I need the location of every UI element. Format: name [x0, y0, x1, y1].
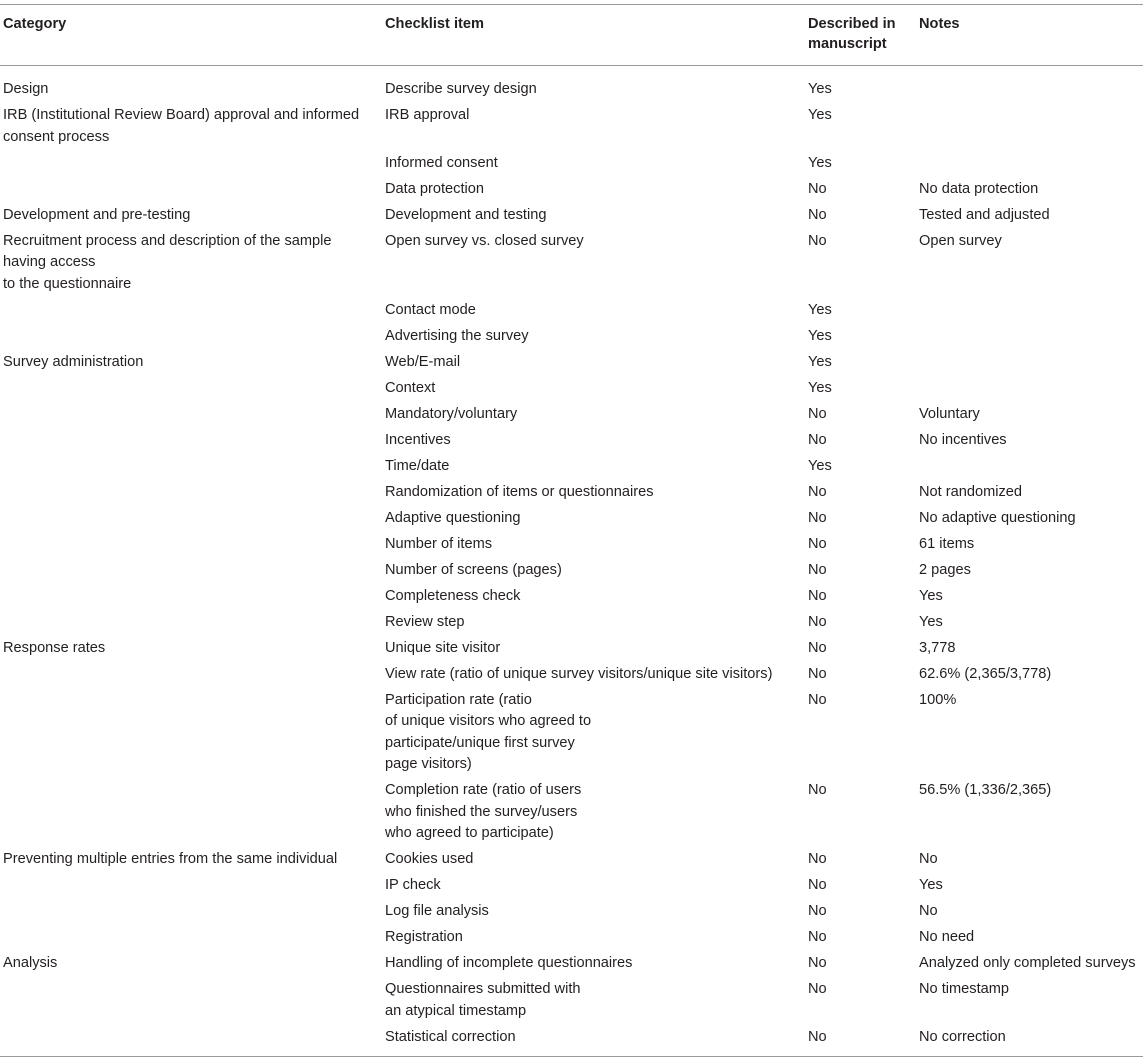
table-row	[0, 532, 1143, 558]
cell-category	[0, 324, 382, 350]
cell-described: No	[808, 535, 827, 552]
table-row	[0, 506, 1143, 532]
cell-checklist-item: Statistical correction	[385, 1028, 516, 1045]
cell-described: No	[808, 232, 827, 249]
cell-checklist-item: Completion rate (ratio of users who finished the survey/users who agreed to participate)	[385, 782, 582, 841]
cell-checklist-item: Adaptive questioning	[385, 509, 521, 526]
header-row	[0, 5, 1143, 66]
cell-category	[0, 977, 382, 1025]
cell-notes: No timestamp	[919, 981, 1010, 997]
cell-category	[0, 899, 382, 925]
cell-checklist-item: Open survey vs. closed survey	[385, 232, 584, 249]
cell-category	[0, 177, 382, 203]
cell-checklist-item: Time/date	[385, 457, 450, 474]
cell-notes: Yes	[919, 587, 943, 604]
table-row	[0, 636, 1143, 662]
cell-described: Yes	[808, 301, 832, 318]
cell-described: No	[808, 851, 827, 867]
cell-described: Yes	[808, 154, 832, 171]
table-row	[0, 376, 1143, 402]
cell-checklist-item: Contact mode	[385, 301, 476, 318]
cell-notes: No correction	[919, 1028, 1006, 1045]
cell-notes: No adaptive questioning	[919, 509, 1076, 526]
table-row	[0, 103, 1143, 151]
cell-checklist-item: Development and testing	[385, 206, 547, 223]
table-row	[0, 951, 1143, 977]
table-row	[0, 151, 1143, 177]
cell-category: Design	[3, 81, 49, 97]
cell-checklist-item: Registration	[385, 929, 463, 945]
cell-described: No	[808, 561, 827, 578]
table-row	[0, 177, 1143, 203]
cell-checklist-item: Review step	[385, 613, 465, 630]
cell-described: No	[808, 955, 827, 971]
cell-notes	[916, 454, 1143, 480]
cell-category: Recruitment process and description of the sample having access to the questionnaire	[3, 232, 332, 292]
cell-category	[0, 662, 382, 688]
cell-described: No	[808, 405, 827, 422]
cell-notes: No	[919, 903, 938, 919]
table-row	[0, 480, 1143, 506]
cell-described: No	[808, 509, 827, 526]
cell-checklist-item: Incentives	[385, 431, 451, 448]
cell-notes: 62.6% (2,365/3,778)	[919, 665, 1052, 682]
table-row	[0, 688, 1143, 779]
cell-category	[0, 454, 382, 480]
cell-notes	[916, 324, 1143, 350]
cell-checklist-item: IRB approval	[385, 107, 470, 123]
table-row	[0, 66, 1143, 104]
cell-category	[0, 610, 382, 636]
cell-category: Analysis	[3, 955, 58, 971]
header-category: Category	[3, 16, 67, 32]
cell-checklist-item: View rate (ratio of unique survey visitors/unique site visitors)	[385, 665, 773, 682]
cell-category: Response rates	[3, 639, 106, 656]
cell-described: No	[808, 665, 827, 682]
cell-category	[0, 873, 382, 899]
cell-category: Preventing multiple entries from the same individual	[3, 851, 338, 867]
cell-described: No	[808, 929, 827, 945]
cell-described: No	[808, 903, 827, 919]
cell-checklist-item: Number of items	[385, 535, 493, 552]
cell-notes: 2 pages	[919, 561, 971, 578]
table-row	[0, 584, 1143, 610]
cell-checklist-item: Completeness check	[385, 587, 521, 604]
table-row	[0, 847, 1143, 873]
cell-notes	[916, 350, 1143, 376]
cell-checklist-item: Describe survey design	[385, 81, 537, 97]
cell-described: No	[808, 691, 827, 708]
cell-described: Yes	[808, 457, 832, 474]
table-row	[0, 350, 1143, 376]
cell-notes: Analyzed only completed surveys	[919, 955, 1136, 971]
cell-checklist-item: Cookies used	[385, 851, 474, 867]
cell-checklist-item: Questionnaires submitted with an atypical timestamp	[385, 981, 581, 1019]
cell-notes	[916, 151, 1143, 177]
table-row	[0, 229, 1143, 298]
cell-described: No	[808, 483, 827, 500]
table-body	[0, 66, 1143, 1057]
cell-category: Development and pre-testing	[3, 206, 191, 223]
cell-notes: 3,778	[919, 639, 956, 656]
cell-category	[0, 1025, 382, 1057]
cell-checklist-item: Handling of incomplete questionnaires	[385, 955, 633, 971]
cell-notes	[916, 376, 1143, 402]
cell-notes: No need	[919, 929, 975, 945]
cell-category	[0, 506, 382, 532]
cell-checklist-item: Log file analysis	[385, 903, 489, 919]
cell-described: No	[808, 613, 827, 630]
table-row	[0, 1025, 1143, 1057]
cell-checklist-item: Data protection	[385, 180, 484, 197]
cell-notes: Not randomized	[919, 483, 1023, 500]
header-checklist-item: Checklist item	[385, 16, 484, 32]
cell-category	[0, 584, 382, 610]
cell-checklist-item: Context	[385, 379, 436, 396]
cell-described: Yes	[808, 327, 832, 344]
cell-category	[0, 925, 382, 951]
cell-category	[0, 480, 382, 506]
table-row	[0, 402, 1143, 428]
table-row	[0, 873, 1143, 899]
table-row	[0, 778, 1143, 847]
cell-category	[0, 298, 382, 324]
cell-category	[0, 778, 382, 847]
cell-described: No	[808, 877, 827, 893]
table-row	[0, 203, 1143, 229]
cell-category	[0, 532, 382, 558]
cell-notes	[916, 103, 1143, 151]
table-row	[0, 558, 1143, 584]
table-row	[0, 977, 1143, 1025]
cell-described: Yes	[808, 379, 832, 396]
cell-notes	[916, 66, 1143, 104]
cell-notes: 56.5% (1,336/2,365)	[919, 782, 1052, 798]
cell-notes: Yes	[919, 613, 943, 630]
cell-category	[0, 558, 382, 584]
cell-described: No	[808, 587, 827, 604]
cell-checklist-item: Advertising the survey	[385, 327, 529, 344]
cell-checklist-item: Web/E-mail	[385, 353, 461, 370]
cell-notes: No data protection	[919, 180, 1039, 197]
cell-described: No	[808, 782, 827, 798]
cell-notes: No	[919, 851, 938, 867]
cell-category	[0, 688, 382, 779]
cell-described: No	[808, 180, 827, 197]
table-row	[0, 454, 1143, 480]
cell-notes: No incentives	[919, 431, 1007, 448]
table-row	[0, 428, 1143, 454]
header-notes: Notes	[919, 16, 960, 32]
cell-category	[0, 376, 382, 402]
cell-category	[0, 428, 382, 454]
table-header	[0, 5, 1143, 66]
cell-described: No	[808, 431, 827, 448]
table-row	[0, 298, 1143, 324]
cell-described: No	[808, 206, 827, 223]
cell-checklist-item: Mandatory/voluntary	[385, 405, 518, 422]
cell-described: No	[808, 639, 827, 656]
cell-checklist-item: IP check	[385, 877, 441, 893]
cell-checklist-item: Randomization of items or questionnaires	[385, 483, 654, 500]
header-described: Described in manuscript	[808, 16, 896, 52]
cell-checklist-item: Participation rate (ratio of unique visitors who agreed to participate/unique first survey page visitors)	[385, 691, 592, 772]
cell-described: No	[808, 981, 827, 997]
cell-checklist-item: Informed consent	[385, 154, 498, 171]
table-row	[0, 899, 1143, 925]
cell-checklist-item: Unique site visitor	[385, 639, 501, 656]
cell-described: Yes	[808, 353, 832, 370]
cell-category: Survey administration	[3, 353, 144, 370]
checklist-table	[0, 4, 1143, 1057]
cell-described: Yes	[808, 81, 832, 97]
table-row	[0, 610, 1143, 636]
cell-described: Yes	[808, 107, 832, 123]
cell-notes	[916, 298, 1143, 324]
cell-category: IRB (Institutional Review Board) approval and informed consent process	[3, 107, 360, 145]
cell-notes: Tested and adjusted	[919, 206, 1050, 223]
cell-notes: Voluntary	[919, 405, 980, 422]
cell-notes: 61 items	[919, 535, 975, 552]
cell-notes: Open survey	[919, 232, 1002, 249]
cell-described: No	[808, 1028, 827, 1045]
table-row	[0, 662, 1143, 688]
cell-category	[0, 402, 382, 428]
cell-category	[0, 151, 382, 177]
table-row	[0, 324, 1143, 350]
table-row	[0, 925, 1143, 951]
cell-notes: 100%	[919, 691, 957, 708]
cell-checklist-item: Number of screens (pages)	[385, 561, 562, 578]
cell-notes: Yes	[919, 877, 943, 893]
